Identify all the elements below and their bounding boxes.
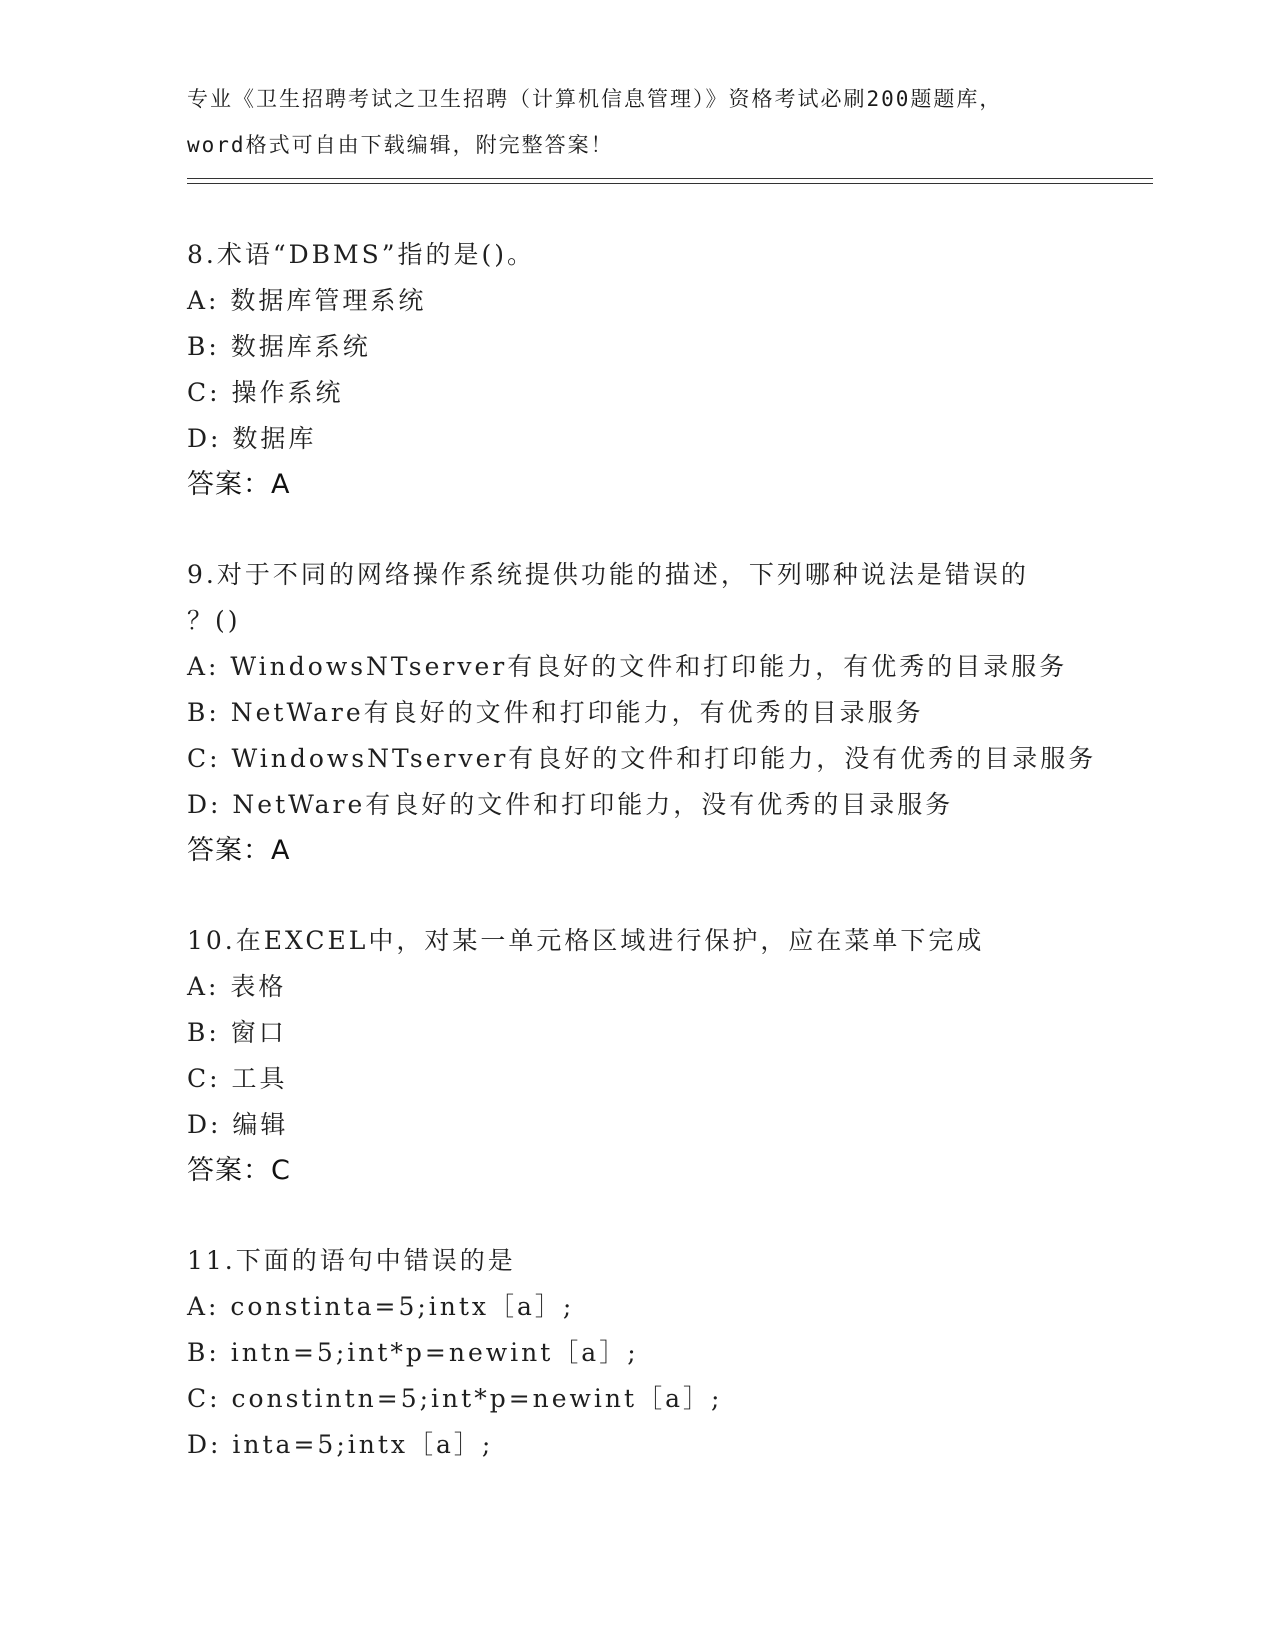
option-d: D: 编辑 (187, 1110, 289, 1139)
header-title-line2: word格式可自由下载编辑，附完整答案！ (187, 133, 614, 157)
question-stem: 10.在EXCEL中，对某一单元格区域进行保护，应在菜单下完成 (187, 926, 985, 955)
option-b: B: 数据库系统 (187, 332, 371, 361)
header-divider-bottom (187, 183, 1153, 184)
question-spacer (187, 508, 1147, 552)
question-spacer (187, 874, 1147, 918)
question-item (187, 552, 1147, 874)
question-stem: 11.下面的语句中错误的是 (187, 1246, 516, 1275)
header-title-line1: 专业《卫生招聘考试之卫生招聘（计算机信息管理）》资格考试必刷200题题库， (187, 87, 1003, 111)
option-c: C: WindowsNTserver有良好的文件和打印能力，没有优秀的目录服务 (187, 744, 1097, 773)
question-stem: 9.对于不同的网络操作系统提供功能的描述，下列哪种说法是错误的 (187, 560, 1029, 589)
question-stem: 8.术语“DBMS”指的是()。 (187, 240, 536, 269)
option-b: B: intn=5;int*p=newint［a］; (187, 1338, 639, 1367)
option-d: D: inta=5;intx［a］; (187, 1430, 494, 1459)
option-b: B: 窗口 (187, 1018, 287, 1047)
question-item (187, 232, 1147, 508)
option-d: D: NetWare有良好的文件和打印能力，没有优秀的目录服务 (187, 790, 954, 819)
answer-label: 答案：A (187, 835, 291, 866)
answer-label: 答案：A (187, 469, 291, 500)
option-c: C: 工具 (187, 1064, 288, 1093)
question-spacer (187, 1194, 1147, 1238)
option-a: A: WindowsNTserver有良好的文件和打印能力，有优秀的目录服务 (187, 652, 1068, 681)
question-item (187, 1238, 1147, 1468)
option-a: A: constinta=5;intx［a］; (187, 1292, 575, 1321)
option-d: D: 数据库 (187, 424, 317, 453)
option-c: C: 操作系统 (187, 378, 344, 407)
option-b: B: NetWare有良好的文件和打印能力，有优秀的目录服务 (187, 698, 924, 727)
option-a: A: 表格 (187, 972, 287, 1001)
document-header (187, 76, 1087, 168)
answer-label: 答案：C (187, 1155, 291, 1186)
question-item (187, 918, 1147, 1194)
question-list (187, 232, 1147, 1468)
option-c: C: constintn=5;int*p=newint［a］; (187, 1384, 723, 1413)
option-a: A: 数据库管理系统 (187, 286, 427, 315)
question-stem-continued: ？() (187, 606, 241, 635)
header-divider-top (187, 178, 1153, 179)
